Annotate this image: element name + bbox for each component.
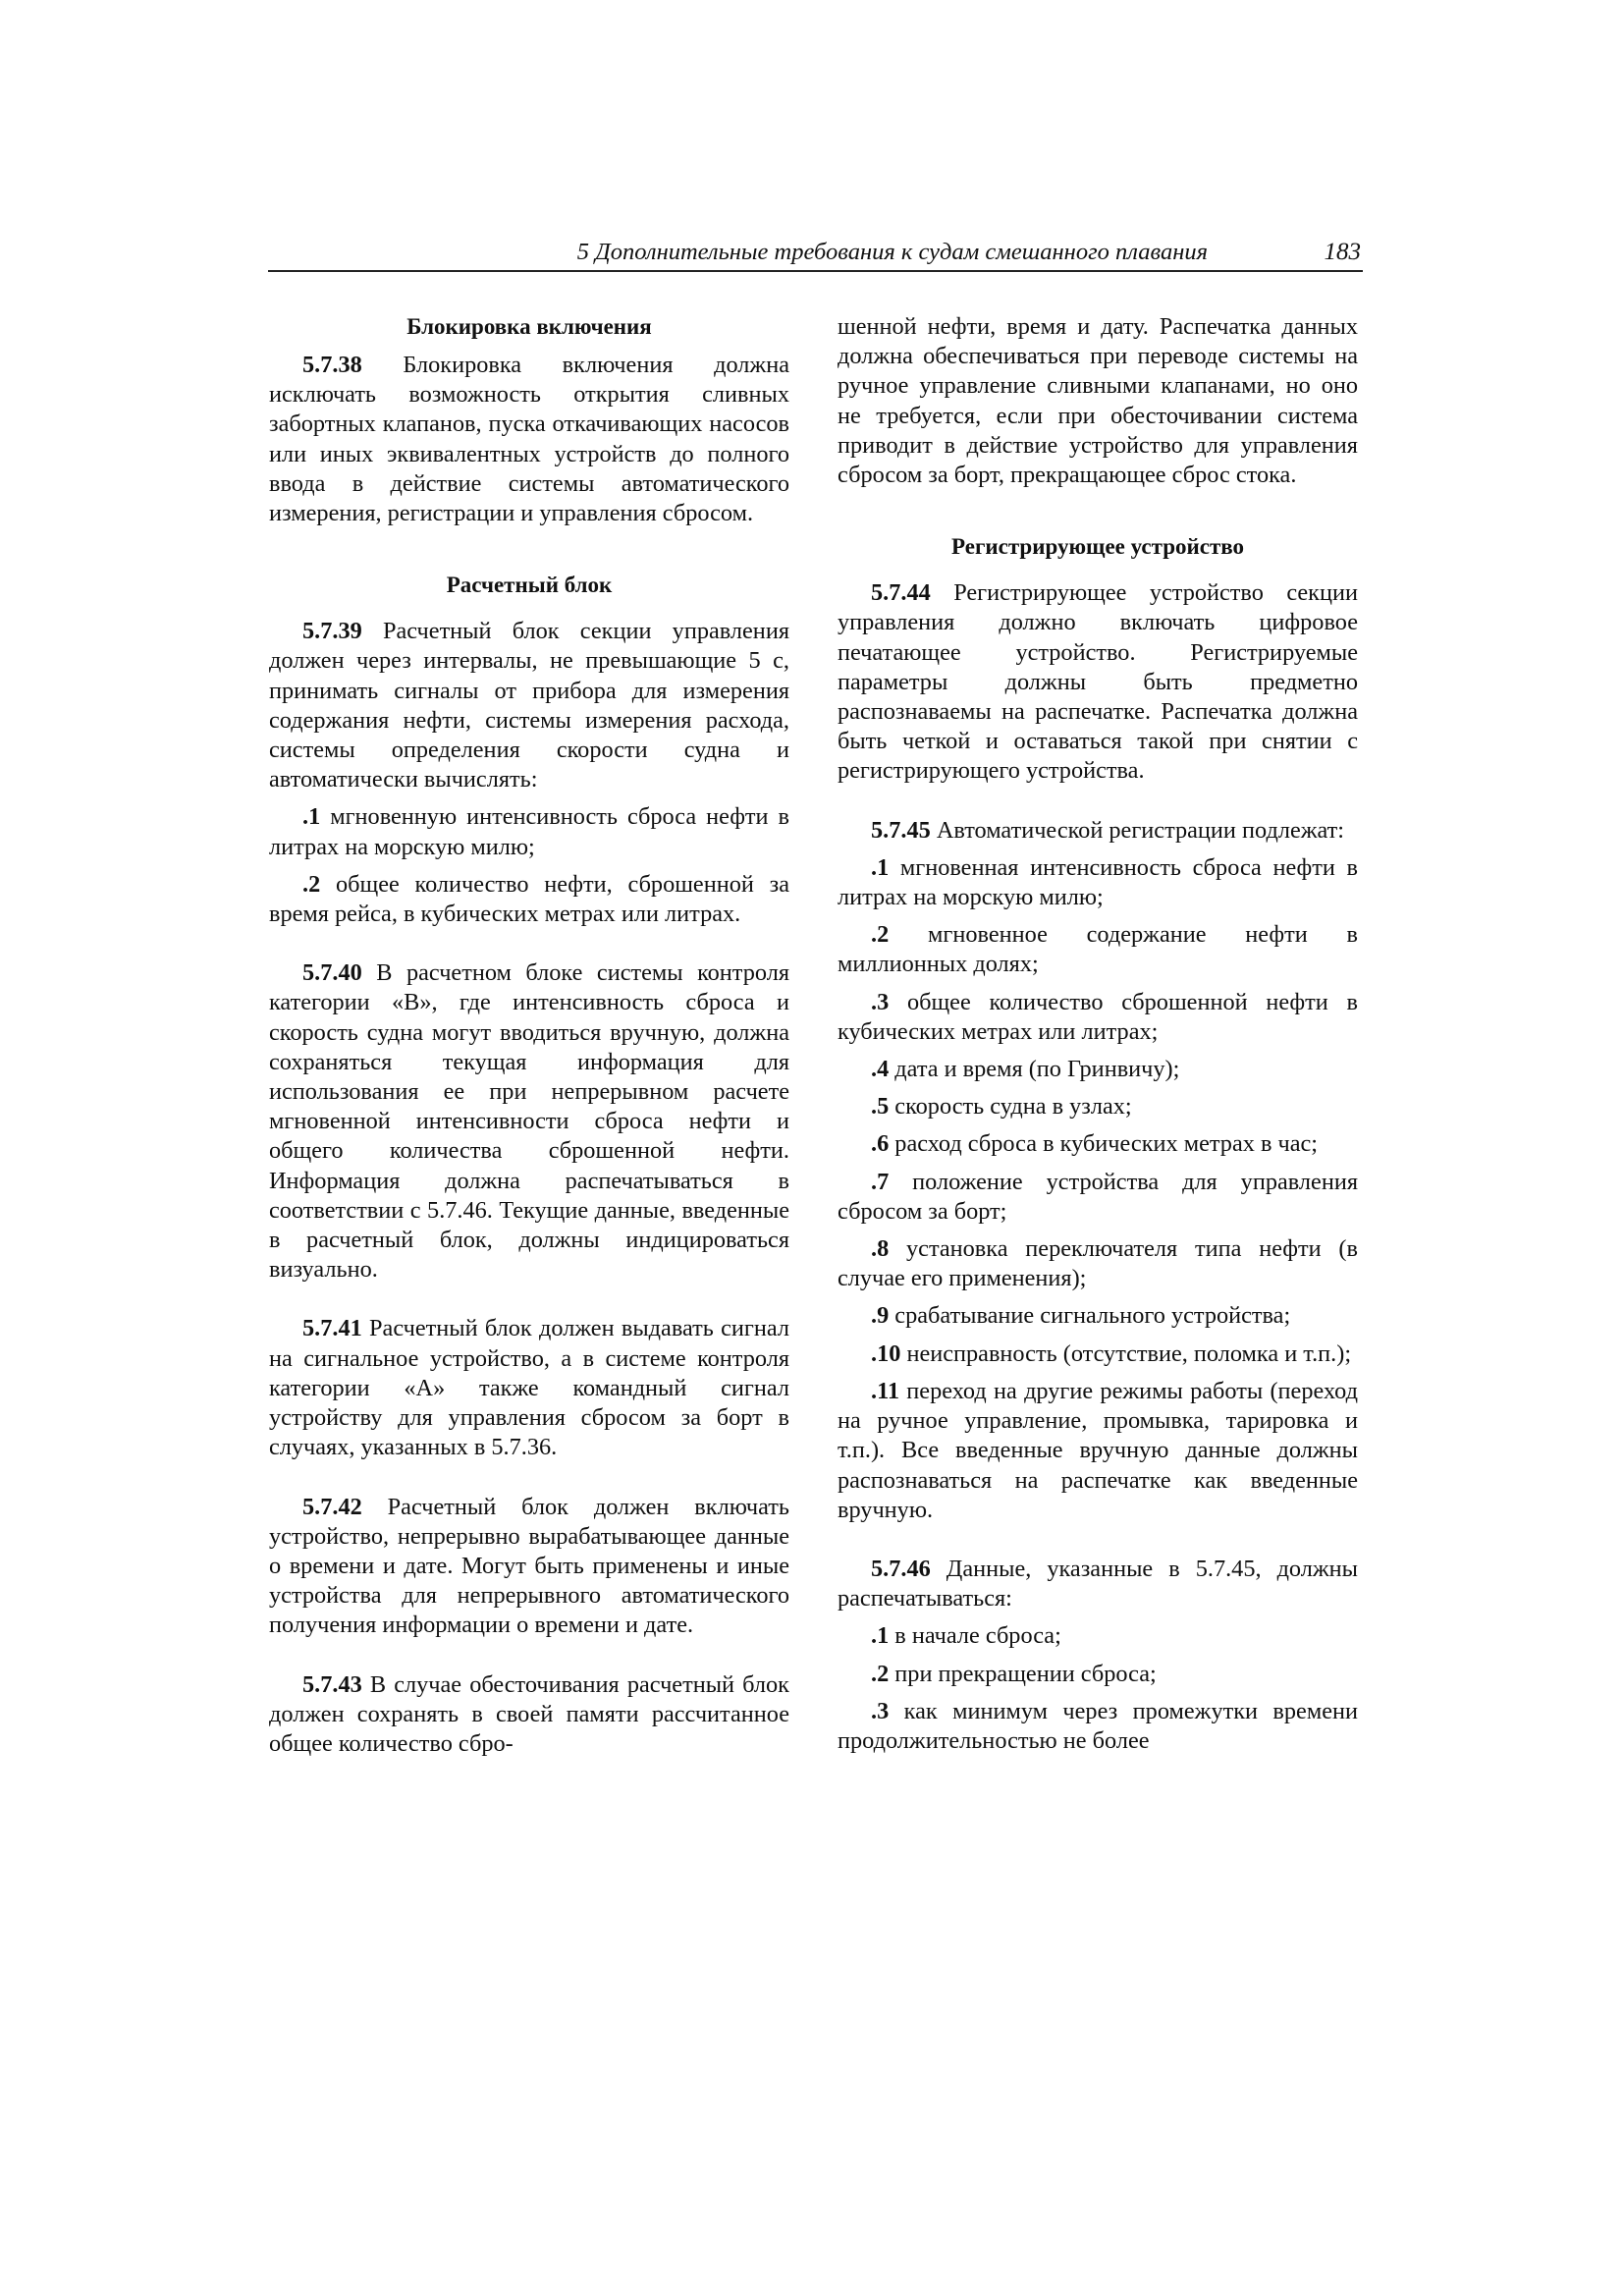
item-text: положение устройства для управления сбросом за борт; <box>838 1168 1358 1225</box>
clause-text: Расчетный блок должен включать устройство, непрерывно вырабатывающее данные о времени и дате. Могут быть применены и иные устройства для непрерывного автоматического получения информации о времени и дате. <box>269 1493 789 1639</box>
item-text: неисправность (отсутствие, поломка и т.п.); <box>900 1339 1352 1367</box>
item-number: .2 <box>302 870 321 898</box>
item-text: в начале сброса; <box>889 1622 1061 1650</box>
paragraph-5-7-46 <box>838 1555 1358 1613</box>
list-item <box>838 1377 1358 1525</box>
item-number: .4 <box>871 1056 890 1083</box>
item-number: .11 <box>871 1377 900 1404</box>
clause-text: Расчетный блок секции управления должен через интервалы, не превышающие 5 с, принимать сигналы от прибора для измерения содержания нефти, системы измерения расхода, системы определения скорости судна и автоматически вычислять: <box>269 618 789 793</box>
list-item <box>838 1301 1358 1331</box>
running-header <box>268 239 1363 272</box>
clause-text: Данные, указанные в 5.7.45, должны распечатываться: <box>838 1555 1358 1613</box>
item-number: .1 <box>302 803 321 831</box>
page-number: 183 <box>1324 239 1361 265</box>
clause-text: Регистрирующее устройство секции управления должно включать цифровое печатающее устройство. Регистрируемые параметры должны быть предметно распознаваемы на распечатке. Распечатка должна быть четкой и оставаться такой при снятии с регистрирующего устройства. <box>838 579 1358 785</box>
clause-number: 5.7.39 <box>302 618 362 645</box>
list-item <box>838 1234 1358 1293</box>
item-number: .2 <box>871 1660 890 1687</box>
item-number: .9 <box>871 1302 890 1330</box>
item-text: дата и время (по Гринвичу); <box>889 1056 1180 1083</box>
paragraph-5-7-42 <box>269 1493 789 1641</box>
list-5-7-45 <box>838 853 1358 1525</box>
clause-text: В расчетном блоке системы контроля категории «В», где интенсивность сброса и скорость судна могут вводиться вручную, должна сохраняться текущая информация для использования ее при непрерывном расчете мгновенной интенсивности сброса нефти и общего количества сброшенной нефти. Информация должна распечатываться в соответствии с 5.7.46. Текущие данные, введенные в расчетный блок, должны индицироваться визуально. <box>269 959 789 1284</box>
item-text: скорость судна в узлах; <box>889 1093 1132 1121</box>
clause-text: Блокировка включения должна исключать возможность открытия сливных забортных клапанов, пуска откачивающих насосов или иных эквивалентных устройств до полного ввода в действие системы автоматического измерения, регистрации и управления сбросом. <box>269 352 789 527</box>
item-text: переход на другие режимы работы (переход на ручное управление, промывка, тарировка и т.п.). Все введенные вручную данные должны распознаваться на распечатке как введенные вручную. <box>838 1377 1358 1523</box>
list-item <box>838 1092 1358 1121</box>
running-title: 5 Дополнительные требования к судам смешанного плавания <box>576 239 1208 265</box>
paragraph-5-7-38 <box>269 351 789 528</box>
clause-number: 5.7.40 <box>302 959 362 987</box>
list-item <box>838 920 1358 979</box>
item-text: общее количество нефти, сброшенной за время рейса, в кубических метрах или литрах. <box>269 870 789 928</box>
item-number: .6 <box>871 1130 890 1158</box>
list-item <box>838 1168 1358 1227</box>
item-number: .5 <box>871 1093 890 1121</box>
item-text: мгновенную интенсивность сброса нефти в литрах на морскую милю; <box>269 803 789 860</box>
paragraph-5-7-39 <box>269 617 789 794</box>
clause-number: 5.7.43 <box>302 1670 362 1698</box>
item-number: .1 <box>871 853 890 881</box>
list-item <box>838 1660 1358 1689</box>
paragraph-5-7-45 <box>838 816 1358 846</box>
clause-number: 5.7.38 <box>302 352 362 378</box>
item-number: .8 <box>871 1235 890 1263</box>
list-item <box>838 1339 1358 1369</box>
clause-number: 5.7.42 <box>302 1493 362 1520</box>
section-heading-interlock: Блокировка включения <box>406 314 652 339</box>
item-text: мгновенная интенсивность сброса нефти в литрах на морскую милю; <box>838 853 1358 911</box>
section-heading-computing-unit: Расчетный блок <box>446 573 613 598</box>
clause-text: В случае обесточивания расчетный блок должен сохранять в своей памяти рассчитанное общее количество сбро- <box>269 1670 789 1757</box>
item-number: .3 <box>871 988 890 1015</box>
right-column <box>838 312 1358 1756</box>
item-text: расход сброса в кубических метрах в час; <box>889 1130 1319 1158</box>
clause-number: 5.7.45 <box>871 816 931 844</box>
paragraph-5-7-40 <box>269 958 789 1285</box>
item-number: .3 <box>871 1697 890 1724</box>
paragraph-5-7-44 <box>838 578 1358 786</box>
item-text: мгновенное содержание нефти в миллионных долях; <box>838 921 1358 978</box>
list-5-7-46 <box>838 1621 1358 1756</box>
list-item <box>838 1621 1358 1651</box>
list-item <box>838 1697 1358 1756</box>
item-number: .2 <box>871 921 890 949</box>
item-text: срабатывание сигнального устройства; <box>889 1302 1291 1330</box>
list-item <box>838 1129 1358 1159</box>
clause-number: 5.7.44 <box>871 579 931 607</box>
item-text: при прекращении сброса; <box>889 1660 1157 1687</box>
clause-number: 5.7.41 <box>302 1315 362 1342</box>
item-number: .7 <box>871 1168 890 1195</box>
section-heading-recording-device: Регистрирующее устройство <box>950 534 1245 560</box>
left-column <box>269 312 789 1759</box>
clause-number: 5.7.46 <box>871 1555 931 1582</box>
clause-text: Автоматической регистрации подлежат: <box>930 816 1345 844</box>
item-text: установка переключателя типа нефти (в случае его применения); <box>838 1235 1358 1292</box>
list-item <box>269 802 789 861</box>
list-item <box>838 853 1358 912</box>
paragraph-5-7-43-continued: шенной нефти, время и дату. Распечатка данных должна обеспечиваться при переводе системы на ручное управление сливными клапанами, но оно не требуется, если при обесточивании система приводит в действие устройство для управления сбросом за борт, прекращающее сброс стока. <box>838 313 1358 489</box>
list-item <box>838 1055 1358 1084</box>
list-item <box>269 870 789 929</box>
paragraph-5-7-41 <box>269 1314 789 1462</box>
clause-text: Расчетный блок должен выдавать сигнал на сигнальное устройство, а в системе контроля категории «А» также командный сигнал устройству для управления сбросом за борт в случаях, указанных в 5.7.36. <box>269 1315 789 1461</box>
item-text: как минимум через промежутки времени продолжительностью не более <box>838 1697 1358 1754</box>
item-number: .10 <box>871 1339 901 1367</box>
item-text: общее количество сброшенной нефти в кубических метрах или литрах; <box>838 988 1358 1045</box>
paragraph-5-7-43 <box>269 1670 789 1760</box>
item-number: .1 <box>871 1622 890 1650</box>
list-item <box>838 988 1358 1047</box>
